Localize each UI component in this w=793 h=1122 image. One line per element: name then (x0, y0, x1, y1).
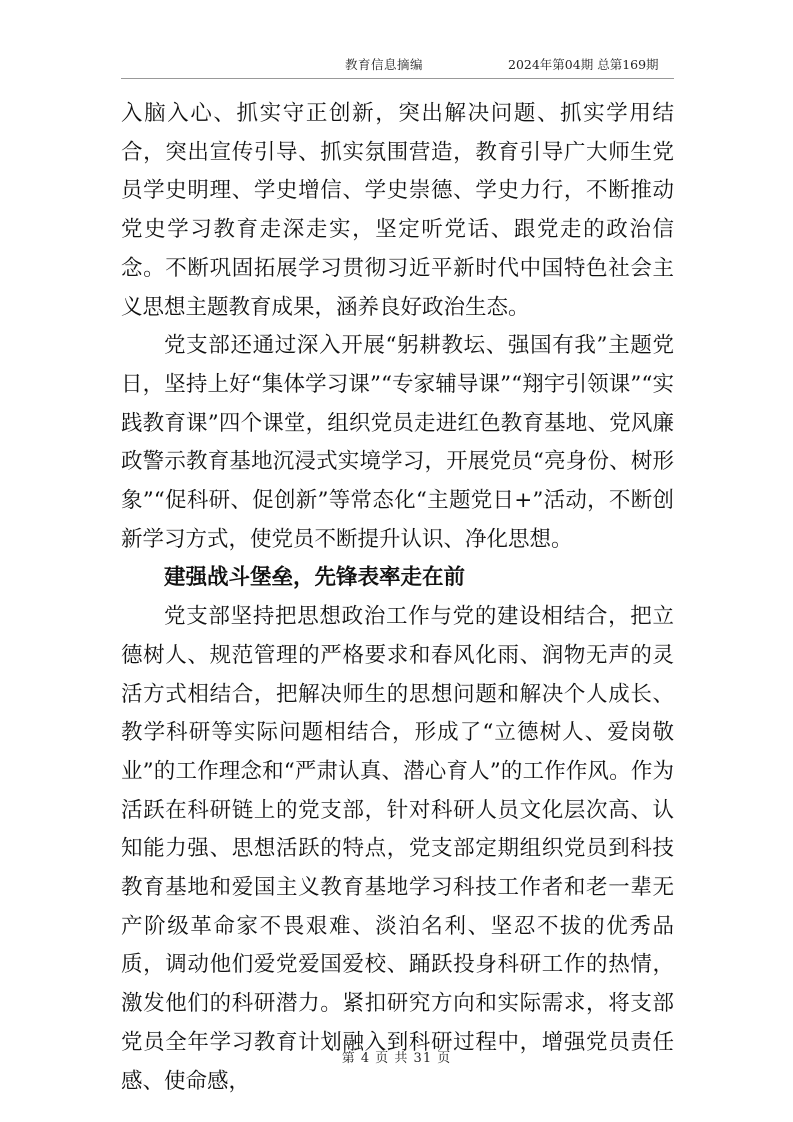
page-header (0, 55, 793, 75)
paragraph-1: 入脑入心、抓实守正创新，突出解决问题、抓实学用结合，突出宣传引导、抓实氛围营造，教育引导广大师生党员学史明理、学史增信、学史崇德、学史力行，不断推动党史学习教育走深走实，坚定听党话、跟党走的政治信念。不断巩固拓展学习贯彻习近平新时代中国特色社会主义思想主题教育成果，涵养良好政治生态。 (121, 101, 674, 320)
publication-title: 教育信息摘编 (345, 57, 424, 72)
section-heading: 建强战斗堡垒，先锋表率走在前 (164, 565, 466, 591)
page-footer: 第 4 页 共 31 页 (341, 1051, 452, 1066)
issue-number: 2024年第04期 总第169期 (508, 57, 659, 72)
paragraph-3: 党支部坚持把思想政治工作与党的建设相结合，把立德树人、规范管理的严格要求和春风化雨、润物无声的灵活方式相结合，把解决师生的思想问题和解决个人成长、教学科研等实际问题相结合，形成了“立德树人、爱岗敬业”的工作理念和“严肃认真、潜心育人”的工作作风。作为活跃在科研链上的党支部，针对科研人员文化层次高、认知能力强、思想活跃的特点，党支部定期组织党员到科技教育基地和爱国主义教育基地学习科技工作者和老一辈无产阶级革命家不畏艰难、淡泊名利、坚忍不拔的优秀品质，调动他们爱党爱国爱校、踊跃投身科研工作的热情，激发他们的科研潜力。紧扣研究方向和实际需求，将支部党员全年学习教育计划融入到科研过程中，增强党员责任感、使命感， (121, 604, 674, 1094)
document-body (121, 95, 674, 1101)
paragraph-2: 党支部还通过深入开展“躬耕教坛、强国有我”主题党日，坚持上好“集体学习课”“专家辅导课”“翔宇引领课”“实践教育课”四个课堂，组织党员走进红色教育基地、党风廉政警示教育基地沉浸式实境学习，开展党员“亮身份、树形象”“促科研、促创新”等常态化“主题党日+”活动，不断创新学习方式，使党员不断提升认识、净化思想。 (121, 333, 674, 552)
header-divider (121, 78, 674, 79)
